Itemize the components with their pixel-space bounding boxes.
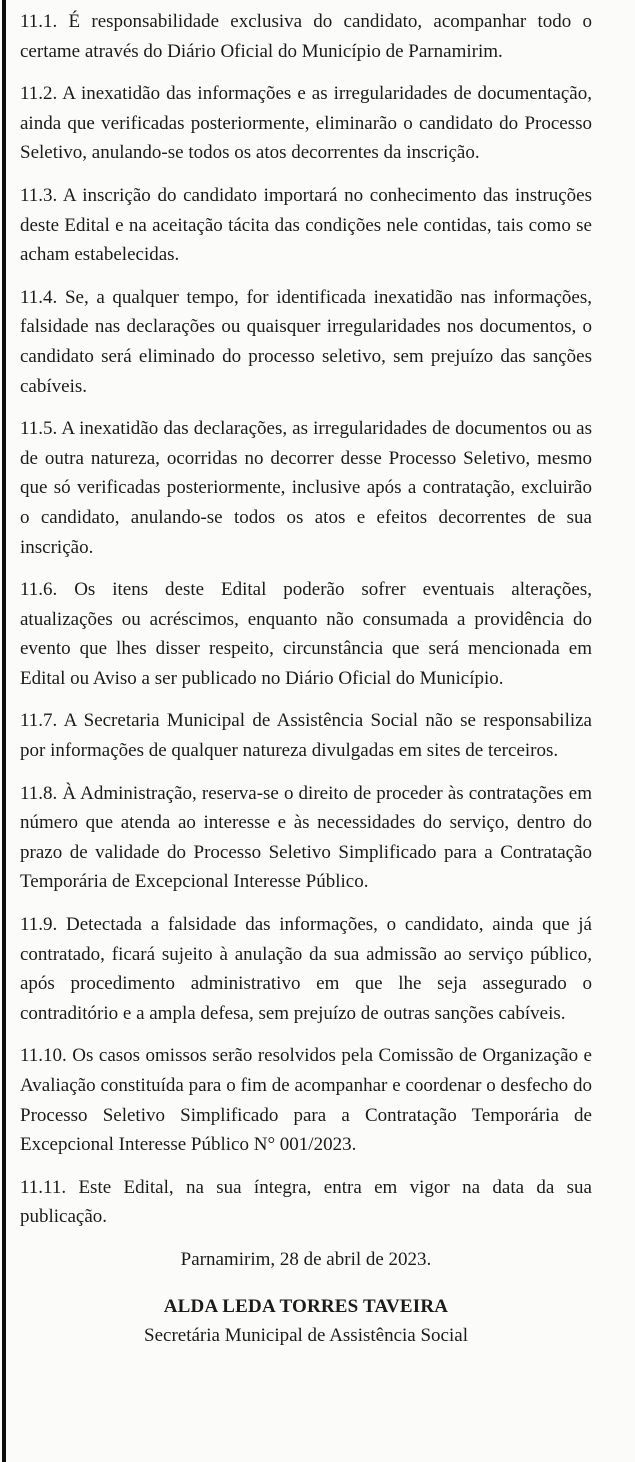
clause-11-10: 11.10. Os casos omissos serão resolvidos pela Comissão de Organização e Avaliação constituída para o fim de acompanhar e coordenar o desfecho do Processo Seletivo Simplificado para a Contratação Temporária de Excepcional Interesse Público N° 001/2023. <box>20 1045 592 1156</box>
clause-11-8: 11.8. À Administração, reserva-se o direito de proceder às contratações em número que atenda ao interesse e às necessidades do serviço, dentro do prazo de validade do Processo Seletivo Simplificado para a Contratação Temporária de Excepcional Interesse Público. <box>20 782 592 893</box>
dateline: Parnamirim, 28 de abril de 2023. <box>180 1248 432 1270</box>
clause-11-7: 11.7. A Secretaria Municipal de Assistência Social não se responsabiliza por informações de qualquer natureza divulgadas em sites de terceiros. <box>20 710 592 762</box>
left-border-rule <box>2 0 6 1462</box>
clause-11-2: 11.2. A inexatidão das informações e as irregularidades de documentação, ainda que verificadas posteriormente, eliminarão o candidato do Processo Seletivo, anulando-se todos os atos decorrentes da inscrição. <box>20 83 592 164</box>
clause-11-6: 11.6. Os itens deste Edital poderão sofrer eventuais alterações, atualizações ou acréscimos, enquanto não consumada a providência do evento que lhes disser respeito, circunstância que será mencionada em Edital ou Aviso a ser publicado no Diário Oficial do Município. <box>20 579 592 689</box>
clause-11-3: 11.3. A inscrição do candidato importará no conhecimento das instruções deste Edital e na aceitação tácita das condições nele contidas, tais como se acham estabelecidas. <box>20 184 592 266</box>
clause-11-9: 11.9. Detectada a falsidade das informações, o candidato, ainda que já contratado, ficará sujeito à anulação da sua admissão ao serviço público, após procedimento administrativo em que lhe seja assegurado o contraditório e a ampla defesa, sem prejuízo de outras sanções cabíveis. <box>20 914 592 1024</box>
clause-11-11: 11.11. Este Edital, na sua íntegra, entra em vigor na data da sua publicação. <box>20 1176 592 1228</box>
clause-11-4: 11.4. Se, a qualquer tempo, for identificada inexatidão nas informações, falsidade nas declarações ou quaisquer irregularidades nos documentos, o candidato será eliminado do processo seletivo, sem prejuízo das sanções cabíveis. <box>20 286 592 397</box>
signature-title: Secretária Municipal de Assistência Social <box>144 1325 468 1347</box>
clause-11-1: 11.1. É responsabilidade exclusiva do candidato, acompanhar todo o certame através do Diário Oficial do Município de Parnamirim. <box>20 11 592 62</box>
signature-name: ALDA LEDA TORRES TAVEIRA <box>163 1295 449 1317</box>
clause-11-5: 11.5. A inexatidão das declarações, as irregularidades de documentos ou as de outra natureza, ocorridas no decorrer desse Processo Seletivo, mesmo que só verificadas posteriormente, inclusive após a contratação, excluirão o candidato, anulando-se todos os atos e efeitos decorrentes de sua inscrição. <box>20 418 592 558</box>
